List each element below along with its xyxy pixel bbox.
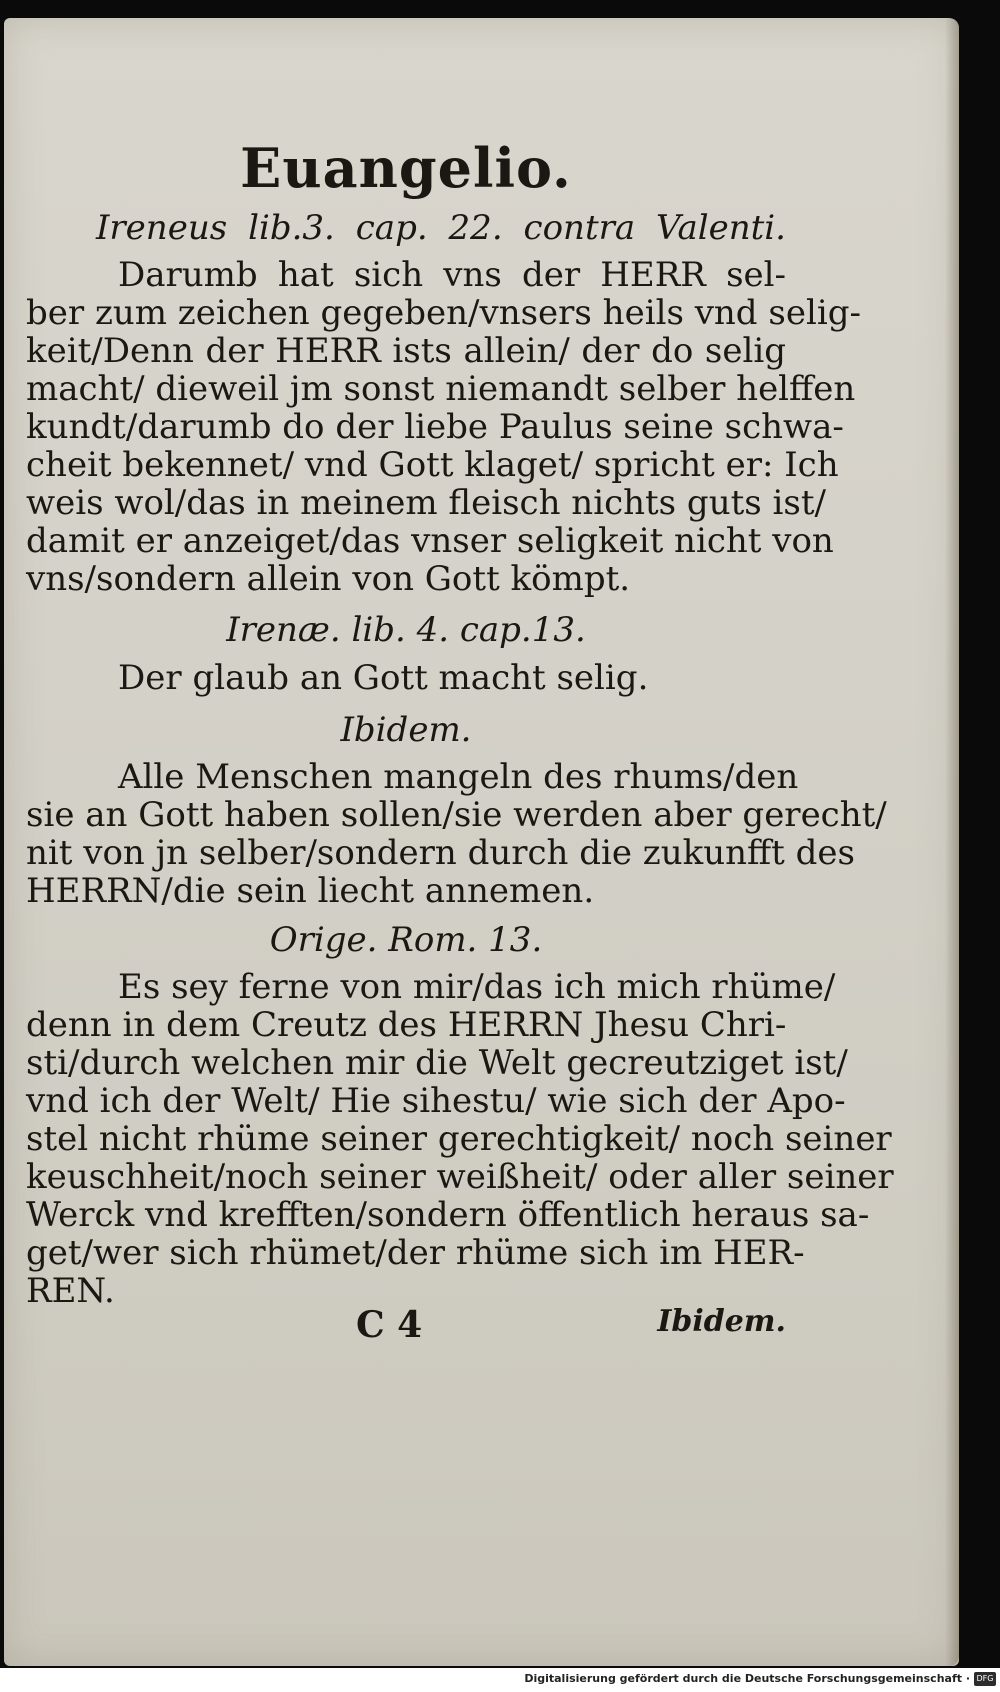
text-line: sti/durch welchen mir die Welt gecreutziget ist/ [26,1043,848,1083]
text-line: damit er anzeiget/das vnser seligkeit nicht von [26,521,834,561]
text-line: get/wer sich rhümet/der rhüme sich im HER- [26,1233,805,1273]
section-heading-irenaeus: Ireneus lib.3. cap. 22. contra Valenti. [96,208,786,248]
text-line: vns/sondern allein von Gott kömpt. [26,559,631,599]
text-line: macht/ dieweil jm sonst niemandt selber helffen [26,369,856,409]
text-line: vnd ich der Welt/ Hie sihestu/ wie sich der Apo- [26,1081,846,1121]
section-heading-ibidem: Ibidem. [340,710,472,750]
text-line: HERRN/die sein liecht annemen. [26,871,595,911]
section-heading-irenaeus-4: Irenæ. lib. 4. cap.13. [226,610,586,650]
text-line: Der glaub an Gott macht selig. [118,658,649,698]
text-line: keuschheit/noch seiner weißheit/ oder aller seiner [26,1157,894,1197]
text-line: stel nicht rhüme seiner gerechtigkeit/ noch seiner [26,1119,892,1159]
text-line: Alle Menschen mangeln des rhums/den [118,757,799,797]
text-line: Es sey ferne von mir/das ich mich rhüme/ [118,967,836,1007]
text-line: Werck vnd krefften/sondern öffentlich heraus sa- [26,1195,870,1235]
running-header: Euangelio. [240,136,572,200]
text-line: ber zum zeichen gegeben/vnsers heils vnd selig- [26,293,861,333]
text-line: Darumb hat sich vns der HERR sel- [118,255,786,295]
text-line: nit von jn selber/sondern durch die zukunfft des [26,833,855,873]
text-line: weis wol/das in meinem fleisch nichts guts ist/ [26,483,826,523]
text-line: kundt/darumb do der liebe Paulus seine schwa- [26,407,844,447]
dfg-logo-icon: DFG [974,1672,996,1686]
book-page [4,18,959,1666]
credit-bar [0,1668,1000,1692]
text-line: cheit bekennet/ vnd Gott klaget/ spricht er: Ich [26,445,839,485]
text-line: keit/Denn der HERR ists allein/ der do selig [26,331,786,371]
catchword: Ibidem. [657,1304,786,1339]
text-line: denn in dem Creutz des HERRN Jhesu Chri- [26,1005,787,1045]
page-edge-shadow [945,18,959,1666]
page-footer [26,1304,786,1344]
signature-mark: C 4 [356,1304,423,1346]
text-line: sie an Gott haben sollen/sie werden aber gerecht/ [26,795,887,835]
credit-text: Digitalisierung gefördert durch die Deutsche Forschungsgemeinschaft · [524,1672,970,1685]
text-line: REN. [26,1271,115,1311]
section-heading-origen: Orige. Rom. 13. [269,920,543,960]
